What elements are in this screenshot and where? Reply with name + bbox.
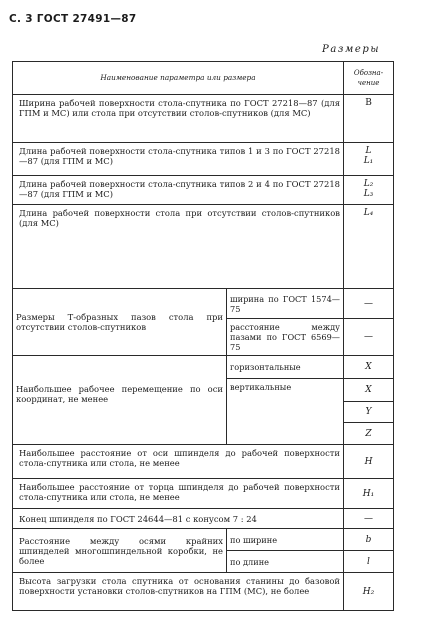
row-travel-sub1: горизонтальные — [227, 356, 344, 379]
row-tslots-sub1: ширина по ГОСТ 1574—75 — [227, 289, 344, 319]
row-length4-text: Длина рабочей поверхности стола при отсутствии столов-спутников (для МС) — [13, 205, 344, 289]
row-travel-sym4: Z — [344, 423, 394, 445]
dimensions-table — [12, 61, 394, 611]
row-axis-dist-sym: H — [344, 445, 394, 479]
row-width-sym: B — [344, 95, 394, 143]
header-symbol: Обозна- чение — [344, 62, 394, 95]
row-length24-sym: L₂ L₃ — [344, 176, 394, 205]
row-face-dist-sym: H₁ — [344, 479, 394, 509]
row-spindles-sym2: l — [344, 551, 394, 573]
row-travel-sym1: X — [344, 356, 394, 379]
row-load-height-sym: H₂ — [344, 573, 394, 611]
row-tslots-sym2: — — [344, 319, 394, 356]
row-tslots-sym1: — — [344, 289, 394, 319]
row-spindles-sub1: по ширине — [227, 529, 344, 551]
table-caption: Размеры — [322, 44, 381, 55]
row-travel-text: Наибольшее рабочее перемещение по оси координат, не менее — [13, 356, 227, 445]
page-header: С. 3 ГОСТ 27491—87 — [9, 13, 137, 25]
row-axis-dist-text: Наибольшее расстояние от оси шпинделя до рабочей поверхности стола-спутника или стола, не менее — [13, 445, 344, 479]
row-load-height-text: Высота загрузки стола спутника от основания станины до базовой поверхности установки столов-спутников на ГПМ (МС), не более — [13, 573, 344, 611]
row-travel-sub2: вертикальные — [227, 379, 344, 445]
row-face-dist-text: Наибольшее расстояние от торца шпинделя до рабочей поверхности стола-спутника или стола, не менее — [13, 479, 344, 509]
row-travel-sym3: Y — [344, 402, 394, 423]
row-length13-sym: L L₁ — [344, 143, 394, 176]
row-spindles-sub2: по длине — [227, 551, 344, 573]
row-spindles-text: Расстояние между осями крайних шпинделей многошпиндельной коробки, не более — [13, 529, 227, 573]
row-length13-text: Длина рабочей поверхности стола-спутника типов 1 и 3 по ГОСТ 27218—87 (для ГПМ и МС) — [13, 143, 344, 176]
row-spindles-sym1: b — [344, 529, 394, 551]
row-tslots-sub2: расстояние между пазами по ГОСТ 6569—75 — [227, 319, 344, 356]
row-length24-text: Длина рабочей поверхности стола-спутника типов 2 и 4 по ГОСТ 27218—87 (для ГПМ и МС) — [13, 176, 344, 205]
row-spindle-end-sym: — — [344, 509, 394, 529]
row-tslots-text: Размеры Т-образных пазов стола при отсутствии столов-спутников — [13, 289, 227, 356]
header-param: Наименование параметра или размера — [13, 62, 344, 95]
row-width-text: Ширина рабочей поверхности стола-спутника по ГОСТ 27218—87 (для ГПМ и МС) или стола при отсутствии столов-спутников (для МС) — [13, 95, 344, 143]
row-length4-sym: L₄ — [344, 205, 394, 289]
row-travel-sym2: X — [344, 379, 394, 402]
row-spindle-end-text: Конец шпинделя по ГОСТ 24644—81 с конусом 7 : 24 — [13, 509, 344, 529]
